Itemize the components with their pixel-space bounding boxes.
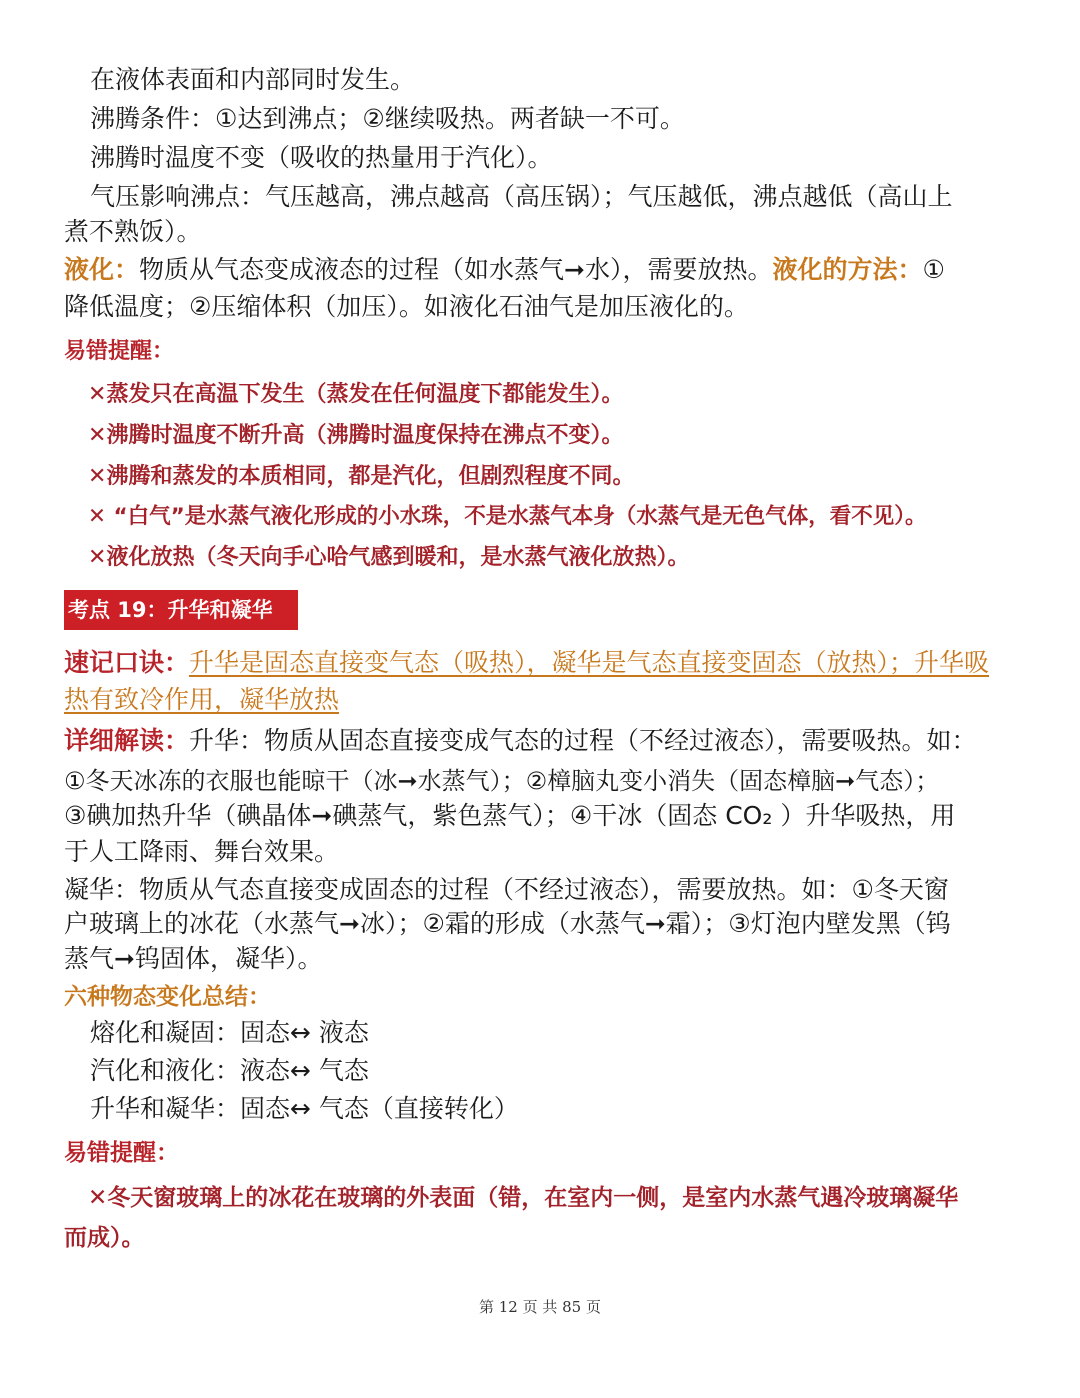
summary-label: 六种物态变化总结： [64, 984, 271, 1010]
text-line: 煮不熟饭）。 [64, 217, 202, 246]
cross-icon: ✕ [88, 423, 107, 448]
mnemonic-text: 热有致冷作用，凝华放热 [64, 685, 340, 714]
mistake-item: ✕蒸发只在高温下发生（蒸发在任何温度下都能发生）。 [88, 382, 624, 407]
summary-item: 汽化和液化：液态↔ 气态 [90, 1056, 369, 1085]
text-line: 降低温度；②压缩体积（加压）。如液化石油气是加压液化的。 [64, 292, 749, 321]
mistake-item-continued: 而成）。 [64, 1225, 145, 1251]
mistake-item: ✕沸腾时温度不断升高（沸腾时温度保持在沸点不变）。 [88, 423, 624, 448]
liquefaction-text: ① [922, 255, 945, 284]
mistake-item: ✕沸腾和蒸发的本质相同，都是汽化，但剧烈程度不同。 [88, 464, 635, 489]
text-line: 凝华：物质从气态直接变成固态的过程（不经过液态），需要放热。如：①冬天窗 [64, 875, 949, 904]
mistake-item: ✕液化放热（冬天向手心哈气感到暖和，是水蒸气液化放热）。 [88, 545, 690, 570]
detail-line: 详细解读：升华：物质从固态直接变成气态的过程（不经过液态），需要吸热。如： [64, 726, 977, 755]
mnemonic-line [64, 682, 339, 718]
text-line: 在液体表面和内部同时发生。 [90, 65, 416, 94]
cross-icon: ✕ [88, 464, 107, 489]
text-line: 气压影响沸点：气压越高，沸点越高（高压锅）；气压越低，沸点越低（高山上 [90, 182, 953, 211]
liquefaction-method-label: 液化的方法： [772, 255, 923, 284]
cross-icon: ✕ [88, 504, 107, 529]
summary-item: 熔化和凝固：固态↔ 液态 [90, 1018, 369, 1047]
text-line: 蒸气➞钨固体，凝华）。 [64, 944, 323, 973]
text-line: 于人工降雨、舞台效果。 [64, 837, 340, 866]
mnemonic-label: 速记口诀： [64, 648, 190, 677]
text-line: 沸腾条件：①达到沸点；②继续吸热。两者缺一不可。 [90, 104, 685, 133]
mistake-item: ✕ “白气”是水蒸气液化形成的小水珠，不是水蒸气本身（水蒸气是无色气体，看不见）。 [88, 504, 927, 529]
mistake-item: ✕冬天窗玻璃上的冰花在玻璃的外表面（错，在室内一侧，是室内水蒸气遇冷玻璃凝华 [88, 1185, 959, 1211]
detail-label: 详细解读： [64, 726, 190, 755]
liquefaction-label: 液化： [64, 255, 140, 284]
mistake-label: 易错提醒： [64, 1140, 179, 1166]
liquefaction-line [64, 252, 945, 288]
text-line: 沸腾时温度不变（吸收的热量用于汽化）。 [90, 143, 553, 172]
mistake-label: 易错提醒： [64, 339, 175, 364]
cross-icon: ✕ [88, 382, 107, 407]
liquefaction-text: 物质从气态变成液态的过程（如水蒸气➞水），需要放热。 [139, 255, 773, 284]
mnemonic-line [64, 645, 989, 681]
summary-item: 升华和凝华：固态↔ 气态（直接转化） [90, 1094, 519, 1123]
mnemonic-text: 升华是固态直接变气态（吸热），凝华是气态直接变固态（放热）；升华吸 [189, 648, 990, 677]
cross-icon: ✕ [88, 545, 107, 570]
text-line: 户玻璃上的冰花（水蒸气➞冰）；②霜的形成（水蒸气➞霜）；③灯泡内壁发黑（钨 [64, 909, 951, 938]
text-line: ③碘加热升华（碘晶体➞碘蒸气，紫色蒸气）；④干冰（固态 CO₂ ）升华吸热，用 [64, 801, 956, 830]
text-line: ①冬天冰冻的衣服也能晾干（冰➞水蒸气）；②樟脑丸变小消失（固态樟脑➞气态）； [64, 767, 940, 795]
page-footer: 第 12 页 共 85 页 [478, 1298, 601, 1316]
cross-icon: ✕ [88, 1185, 108, 1211]
section-heading: 考点 19：升华和凝华 [64, 590, 298, 630]
